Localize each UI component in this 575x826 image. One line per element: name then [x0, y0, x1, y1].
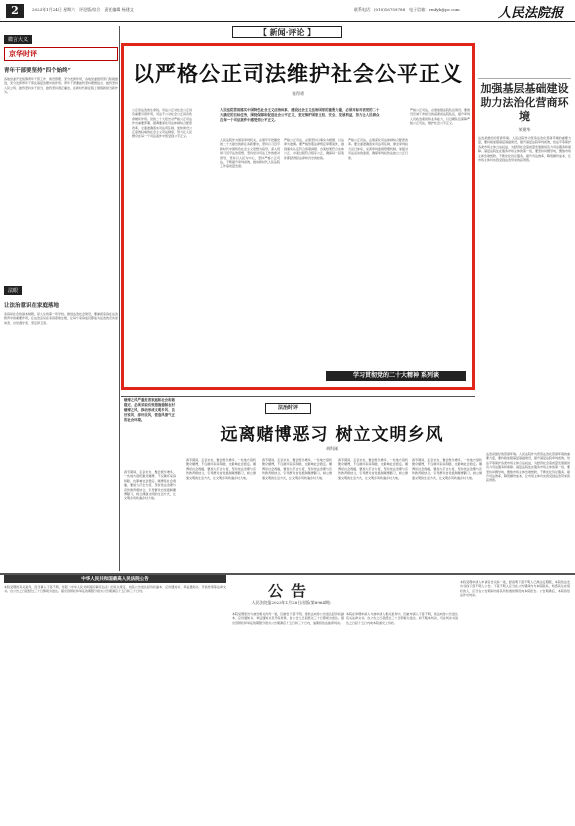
article-headline: 让法治意识在家庭落地: [4, 303, 60, 309]
article-headline: 青年干部要坚持“四个始终”: [4, 68, 71, 74]
masthead-logo: 人民法院报: [498, 6, 564, 21]
article-body: 人民法院作为国家审判机关，必须牢牢把握党的二十大提出的新任务新要求，坚持以习近平新时代中国特色社会主义思想为指导，深入贯彻习近平法治思想，坚持党对司法工作的绝对领导，坚持以人民为中心，坚持严格公正司法，不断提升审判质效，推动新时代人民法院工作高质量发展。: [220, 138, 280, 169]
right-author: 荣建华: [518, 127, 531, 132]
notice-body: 本院在审理申请人与被申请人相关案件中，因被申请人下落不明，依法向你公告送达有关法律文书。自公告之日起经过三十日即视为送达。如不服本判决，可在判决书送达之日起十五日内向本院递交上诉状。: [346, 612, 458, 625]
page-number: 2: [6, 4, 24, 18]
column-tag: 微言大义: [4, 35, 32, 44]
right-column: [478, 78, 571, 448]
article-body: 春节期间，走亲访友、聚会娱乐增多，一些地方借机聚众赌博，不仅破坏家庭和睦，也影响社会稳定。赌博是社会毒瘤，要加大打击力度，坚持依法治理与宣传教育相结合，引导群众自觉抵制赌博陋习，树立健康文明的生活方式，让文明乡风吹遍乡村大地。: [338, 458, 408, 480]
column-tag: 法眼: [4, 286, 22, 295]
notice-body: 本院受理的有关案件，因当事人下落不明，依照《中华人民共和国民事诉讼法》的有关规定，向其公告送达起诉状副本、应诉通知书、举证通知书、开庭传票等法律文书。自公告之日起经过三十日即视为送达。提出答辩状和举证的期限分别为公告期满后十五日和三十日内。: [4, 585, 226, 594]
article-body: 严格公正司法，必须坚持以事实为根据、以法律为准绳。要严格依照法律规定审理案件，做到事实认定符合客观真相、办案结果符合实体公正、办案过程符合程序公正，确保每一起案件都经得起法律和历史的检验。: [284, 138, 344, 160]
notice-body: 本院受理原告与被告相关纠纷一案，因被告下落不明，现依法向你公告送达起诉状副本、应诉通知书、举证通知书及开庭传票。自公告之日起经过三十日即视为送达。提出答辩状和举证的期限分别为公告期满后十五日和三十日内，逾期将依法缺席判决。: [232, 612, 344, 625]
main-headline: 以严格公正司法维护社会公平正义: [133, 61, 463, 86]
article-body: 严格公正司法，必须加强法院队伍建设。要建设忠诚干净担当的高素质法院队伍，提升审判人员政治素质和业务能力，以过硬队伍保障严格公正司法，维护社会公平正义。: [410, 108, 470, 126]
right-headline: 加强基层基础建设助力法治化营商环境: [478, 78, 571, 124]
page-header: [0, 0, 575, 22]
article-body: 公正是法治的生命线。司法公正对社会公正具有重要引领作用，司法不公对社会公正具有致命破坏作用。党的二十大报告对严格公正司法作出重要部署，强调要深化司法体制综合配套改革，全面准确落实司法责任制，加快建设公正高效权威的社会主义司法制度，努力让人民群众在每一个司法案件中感受到公平正义。: [132, 108, 192, 139]
notice-body: 本院受理申请人申请宣告失踪一案，经查明下落不明人已满法定期限，本院依法发出寻找下落不明人公告。下落不明人应当在公告期间内与本院联系，知悉其生存现状的人，应当在公告期间内将其所知道的情况向本院报告。公告期满后，本院将依法作出判决。: [460, 580, 570, 598]
article-body: 法治是最好的营商环境。人民法院作为营造法治化营商环境的重要力量，要持续加强基层基础建设，提升基层法院审判质效，依法平等保护各类市场主体合法权益，为经济社会高质量发展提供有力司法服务和保障。基层法院处在服务市场主体的第一线，要坚持问题导向，聚焦市场主体急难愁盼，不断优化诉讼服务，提升司法效率，降低解纷成本，让市场主体切实感受到法治带来的获得感。: [478, 136, 571, 163]
article-body: 春节期间，走亲访友、聚会娱乐增多，一些地方借机聚众赌博，不仅破坏家庭和睦，也影响社会稳定。赌博是社会毒瘤，要加大打击力度，坚持依法治理与宣传教育相结合，引导群众自觉抵制赌博陋习，树立健康文明的生活方式，让文明乡风吹遍乡村大地。: [412, 458, 482, 480]
section-divider: [121, 396, 475, 397]
notice-heading: 中华人民共和国最高人民法院公告: [4, 575, 226, 583]
notice-left: [4, 575, 226, 822]
second-abstract: 赌博之风严重危害家庭和社会和谐稳定，必须采取有效措施遏制农村赌博之风，推动形成文明乡风、良好家风、淳朴民风，营造风清气正的社会环境。: [124, 398, 175, 422]
second-headline: 远离赌博恶习 树立文明乡风: [220, 425, 444, 445]
notice-subtitle: 人民法院报2023年1月28日出版(第8964期): [251, 600, 331, 605]
date-line: 2023年1月24日 星期六 评论版/综合 责任编辑 杨建文: [32, 7, 134, 12]
article-body: 春节期间，走亲访友、聚会娱乐增多，一些地方借机聚众赌博，不仅破坏家庭和睦，也影响社会稳定。赌博是社会毒瘤，要加大打击力度，坚持依法治理与宣传教育相结合，引导群众自觉抵制赌博陋习，树立健康文明的生活方式，让文明乡风吹遍乡村大地。: [186, 458, 256, 480]
series-label: 学习贯彻党的二十大精神 系列谈: [326, 371, 466, 381]
main-author: 张得勇: [292, 91, 304, 96]
left-column: [4, 26, 118, 526]
column-name: 京华时评: [4, 47, 118, 61]
column-divider: [119, 26, 120, 571]
second-author: 胡科刚: [326, 446, 338, 451]
article-body: 家庭是社会的基本细胞，是人生的第一所学校。推进法治社会建设，要重视家庭在法治教育中的重要作用，让法治意识在家庭落地生根，让每个家庭成员都成为法治的忠实崇尚者、自觉遵守者、坚定捍卫者。: [4, 312, 118, 325]
section-banner: 【 新闻·评论 】: [232, 26, 342, 38]
article-body: 春节期间，走亲访友、聚会娱乐增多，一些地方借机聚众赌博，不仅破坏家庭和睦，也影响社会稳定。赌博是社会毒瘤，要加大打击力度，坚持依法治理与宣传教育相结合，引导群众自觉抵制赌博陋习，树立健康文明的生活方式，让文明乡风吹遍乡村大地。: [124, 470, 176, 501]
main-abstract: 人民法院贯彻落实中国特色社会主义法治体系、建设社会主义法治国家的重要力量，必须对标对表党的二十大确定的目标任务，围绕保障和促进社会公平正义，坚定维护国家主权、安全、发展利益，努力让人民群众在每一个司法案件中感受到公平正义。: [220, 108, 380, 122]
article-body: 严格公正司法，必须深化司法体制综合配套改革。要全面准确落实司法责任制，健全审判权力运行体系，完善审判监督管理机制，加强对司法活动的监督，确保审判权依法独立公正行使。: [348, 138, 408, 160]
article-body: 法治是最好的营商环境。人民法院作为营造法治化营商环境的重要力量，要持续加强基层基础建设，提升基层法院审判质效，依法平等保护各类市场主体合法权益，为经济社会高质量发展提供有力司法服务和保障。基层法院处在服务市场主体的第一线，要坚持问题导向，聚焦市场主体急难愁盼，不断优化诉讼服务，提升司法效率，降低解纷成本，让市场主体切实感受到法治带来的获得感。: [486, 452, 570, 483]
main-article: [121, 43, 475, 390]
column-tag: 法治时评: [265, 403, 311, 414]
notice-title: 公告: [267, 582, 314, 600]
article-body: 各地党委开发统筹青年干部工作、建设管理、充分发挥作用，各地党委组织部门积极推进，充分发挥青年干部在基层治理中的作用。青年干部要始终坚持理想信念、始终坚持人民立场、始终坚持实干担当、始终坚持清正廉洁，在新时代新征程上展现新担当新作为。: [4, 77, 118, 95]
article-body: 春节期间，走亲访友、聚会娱乐增多，一些地方借机聚众赌博，不仅破坏家庭和睦，也影响社会稳定。赌博是社会毒瘤，要加大打击力度，坚持依法治理与宣传教育相结合，引导群众自觉抵制赌博陋习，树立健康文明的生活方式，让文明乡风吹遍乡村大地。: [262, 458, 332, 480]
contact-line: 联系电话：(010)16759788 电子信箱：rmfyb@pc.com: [354, 7, 460, 12]
